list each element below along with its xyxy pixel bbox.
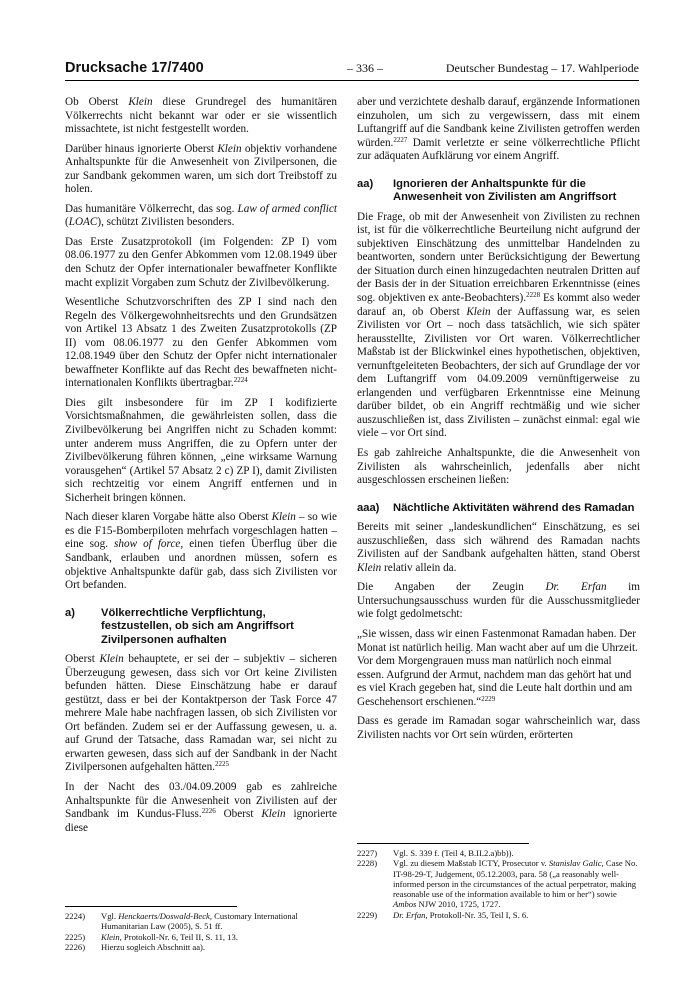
footnote-ref: 2224	[233, 376, 248, 385]
footnote: 2226) Hierzu sogleich Abschnitt aa).	[65, 941, 206, 952]
paragraph: Dass es gerade im Ramadan sogar wahrscheinlich war, dass Zivilisten nachts vor Ort sein würden, erörterten	[357, 715, 640, 741]
publisher-line: Deutscher Bundestag – 17. Wahlperiode	[445, 61, 639, 75]
paragraph: Dies gilt insbesondere für im ZP I kodifizierte Vorsichtsmaßnahmen, die gewährleisten sollen, dass die Zivilbevölkerung bei Angriffen nicht zu Schaden kommt: unter anderem muss Angriffen, die zu Opfern unter der Zivilbevölkerung führen können, „eine wirksame Warnung vorausgehen“ (Artikel 57 Absatz 2 c) ZP I), damit Zivilisten sich rechtzeitig vor einem Angriff entfernen und in Sicherheit bringen können.	[65, 396, 337, 504]
footnote: 2225) Klein, Protokoll-Nr. 6, Teil II, S. 11, 13.	[65, 931, 238, 942]
section-heading-aaa: aaa) Nächtliche Aktivitäten während des Ramadan	[357, 501, 635, 514]
section-heading-a: a) Völkerrechtliche Verpflichtung, festzustellen, ob sich am Angriffsort Zivilpersonen aufhalten	[65, 606, 294, 646]
paragraph: Das humanitäre Völkerrecht, das sog. Law of armed conflict (LOAC), schützt Zivilisten besonders.	[65, 202, 337, 229]
paragraph: Ob Oberst Klein diese Grundregel des humanitären Völkerrechts nicht bekannt war oder er sie wissentlich missachtete, ist nicht festgestellt worden.	[65, 96, 337, 136]
footnote-divider	[65, 906, 237, 907]
footnote-ref: 2225	[215, 760, 230, 769]
paragraph: Oberst Klein behauptete, er sei der – subjektiv – sicheren Überzeugung gewesen, dass sich vor Ort keine Zivilisten befunden hätten. Diese Einschätzung habe er darauf gestützt, dass er bei der Kontaktperson der Task Force 47 mehrere Male habe nachfragen lassen, ob sich Zivilisten vor Ort befänden. Zudem sei er der Auffassung gewesen, u. a. auf Grund der Tatsache, dass Ramadan war, sei nicht zu erwarten gewesen, dass sich auf der Sandbank in der Nacht Zivilpersonen aufgehalten hätten.$^{2225}$	[65, 653, 337, 774]
paragraph: In der Nacht des 03./04.09.2009 gab es zahlreiche Anhaltspunkte für die Anwesenheit von Zivilisten auf der Sandbank im Kundus-Fluss.$^{2226}$ Oberst Klein ignorierte diese	[65, 781, 337, 834]
footnotes-left	[65, 906, 337, 952]
document-number: Drucksache 17/7400	[65, 60, 204, 76]
paragraph: aber und verzichtete deshalb darauf, ergänzende Informationen einzuholen, um sich zu vergewissern, dass mit einem Luftangriff auf die Sandbank keine Zivilisten getroffen werden würden.$^{2227}$ Damit verletzte er seine völkerrechtliche Pflicht zur adäquaten Aufklärung vor einem Angriff.	[357, 96, 640, 163]
footnote: 2227) Vgl. S. 339 f. (Teil 4, B.II.2.a)bb)).	[357, 848, 514, 858]
footnote-ref: 2229	[481, 694, 496, 703]
footnote-ref: 2226	[201, 807, 216, 816]
right-column	[357, 96, 640, 742]
block-quote: „Sie wissen, dass wir einen Fastenmonat Ramadan haben. Der Monat ist natürlich heilig. Man wacht aber auf um die Uhrzeit. Vor dem Morgengrauen muss man natürlich noch einmal essen. Aufgrund der Armut, nachdem man das gehört hat und es viel Krach gegeben hat, sind die Leute halt dorthin und am Geschehensort erschienen.“$^{2229}$	[357, 628, 638, 708]
footnote-ref: 2228	[526, 291, 541, 300]
paragraph: Die Frage, ob mit der Anwesenheit von Zivilisten zu rechnen ist, ist für die völkerrechtliche Beurteilung nicht aufgrund der subjektiven Einschätzung des unmittelbar Handelnden zu beantworten, sondern unter Berücksichtigung der Bewertung der Situation durch einen hinzugedachten neutralen Dritten auf der Basis der in der Situation erreichbaren Erkenntnisse (eines sog. objektiven ex ante-Beobachters).$^{2228}$ Es kommt also weder darauf an, ob Oberst Klein der Auffassung war, es seien Zivilisten vor Ort – noch dass tatsächlich, wie sich später herausstellte, Zivilisten vor Ort waren. Völkerrechtlicher Maßstab ist der Blickwinkel eines hypothetischen, objektiven, vernunftgeleiteten Beobachters, der sich auf Grundlage der vor dem Luftangriff vom 04.09.2009 vernünftigerweise zu erlangenden und verfügbaren Erkenntnisse eine Meinung darüber bildet, ob ein Angriff rechtmäßig und wie sicher auszuschließen ist, dass Zivilisten – zunächst einmal: egal wie viele – vor Ort sind.	[357, 210, 640, 440]
paragraph: Es gab zahlreiche Anhaltspunkte, die die Anwesenheit von Zivilisten als wahrscheinlich, jedenfalls aber nicht ausgeschlossen erscheinen ließen:	[357, 447, 640, 487]
footnote-divider	[357, 843, 529, 844]
footnotes-right	[357, 843, 640, 920]
paragraph: Wesentliche Schutzvorschriften des ZP I sind nach den Regeln des Völkergewohnheitsrechts und den Grundsätzen von Artikel 13 Absatz 1 des Zweiten Zusatzprotokolls (ZP II) vom 08.06.1977 zu den Genfer Abkommen vom 12.08.1949 über den Schutz der Opfer nicht internationaler bewaffneter Konflikte auf das Recht des bewaffneten nicht-internationalen Konflikts übertragbar.$^{2224}$	[65, 296, 337, 390]
left-column	[65, 96, 337, 835]
footnote: 2229) Dr. Erfan, Protokoll-Nr. 35, Teil I, S. 6.	[357, 909, 529, 920]
page-number: – 336 –	[347, 61, 383, 75]
paragraph: Nach dieser klaren Vorgabe hätte also Oberst Klein – so wie es die F15-Bomberpiloten mehrfach vorgeschlagen hatten – eine sog. show of force, einen tiefen Überflug über die Sandbank, erlauben und anordnen müssen, sofern es objektive Anhaltspunkte dafür gab, dass sich Zivilisten vor Ort befanden.	[65, 511, 337, 592]
paragraph: Das Erste Zusatzprotokoll (im Folgenden: ZP I) vom 08.06.1977 zu den Genfer Abkommen vom 12.08.1949 über den Schutz der Opfer internationaler bewaffneter Konflikte macht explizit Vorgaben zum Schutz der Zivilbevölkerung.	[65, 235, 337, 289]
footnote: 2224) Vgl. Henckaerts/Doswald-Beck, Customary International Humanitarian Law (2005), S. 51 ff.	[65, 911, 298, 932]
page-header	[65, 60, 639, 81]
footnote-ref: 2227	[393, 135, 408, 144]
section-heading-aa: aa) Ignorieren der Anhaltspunkte für die Anwesenheit von Zivilisten am Angriffsort	[357, 177, 617, 204]
paragraph: Darüber hinaus ignorierte Oberst Klein objektiv vorhandene Anhaltspunkte für die Anwesenheit von Zivilpersonen, die zur Sandbank gekommen waren, um sich dort Treibstoff zu holen.	[65, 142, 338, 196]
footnote: 2228) Vgl. zu diesem Maßstab ICTY, Prosecutor v. Stanislav Galic, Case No. IT-98-29-T, Judgement, 05.12.2003, para. 58 („a reasonably well-informed person in the circumstances of the actual perpetrator, making reasonable use of the information available to him or her“) sowie Ambos NJW 2010, 1725, 1727.	[357, 858, 638, 910]
paragraph: Bereits mit seiner „landeskundlichen“ Einschätzung, es sei auszuschließen, dass sich während des Ramadan nachts Zivilisten auf der Sandbank aufgehalten hätten, stand Oberst Klein relativ allein da.	[357, 521, 640, 574]
paragraph: Die Angaben der Zeugin Dr. Erfan im Untersuchungsausschuss wurden für die Ausschussmitglieder wie folgt gedolmetscht:	[357, 581, 640, 621]
